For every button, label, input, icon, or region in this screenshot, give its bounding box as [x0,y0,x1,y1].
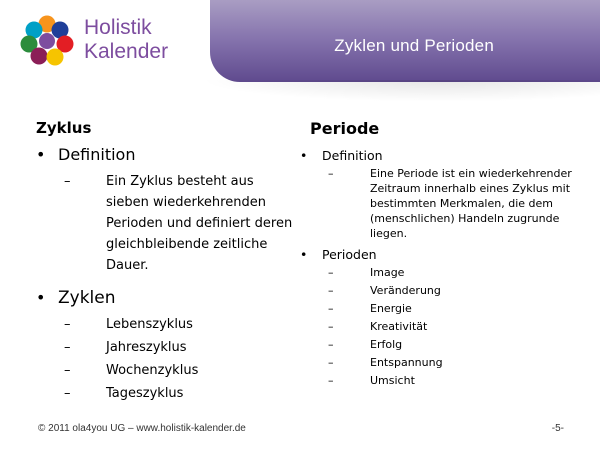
dash: – [64,340,71,355]
zyklen-list [58,314,296,404]
list-item [58,337,296,358]
periode-heading: Periode [310,119,380,138]
dash: – [328,320,334,333]
bullet: • [300,247,308,262]
zyklus-definition-text: Ein Zyklus besteht aus sieben wiederkehrenden Perioden und definiert deren gleichbleibende zeitliche Dauer. [106,174,293,273]
periode-column [300,119,590,392]
periode-item-definition-label: Definition [322,148,383,163]
dash: – [328,302,334,315]
dash: – [328,374,334,387]
zyklus-item-zyklen-label: Zyklen [58,288,116,308]
dash: – [328,338,334,351]
logo-dot-magenta [31,48,48,65]
periode-definition-list [322,166,590,241]
holistik-logo-icon [18,14,80,68]
bullet: • [300,148,308,163]
list-item [322,373,590,388]
list-item [322,283,590,298]
bullet: • [36,288,46,307]
zyklen-label: Wochenzyklus [106,363,199,378]
perioden-label: Veränderung [370,284,441,297]
dash: – [328,356,334,369]
list-item [58,171,296,276]
bullet: • [36,145,46,164]
brand-line-2: Kalender [84,40,169,63]
periode-definition-text: Eine Periode ist ein wiederkehrender Zeitraum innerhalb eines Zyklus mit bestimmten Merkmalen, die dem (menschlichen) Handeln zugrunde liegen. [370,167,572,240]
brand-line-1: Holistik [84,16,152,39]
list-item [322,355,590,370]
zyklen-label: Lebenszyklus [106,317,193,332]
zyklen-label: Tageszyklus [106,386,184,401]
perioden-label: Kreativität [370,320,428,333]
list-item [58,360,296,381]
dash: – [328,284,334,297]
perioden-list [322,265,590,388]
perioden-label: Erfolg [370,338,403,351]
perioden-label: Image [370,266,405,279]
periode-item-definition [300,148,590,241]
zyklus-column [36,119,296,412]
zyklus-item-zyklen [36,288,296,404]
dash: – [328,167,334,180]
perioden-label: Energie [370,302,412,315]
logo-dot-purple [39,33,55,49]
list-item [322,166,590,241]
banner-shadow [200,80,600,102]
perioden-label: Umsicht [370,374,415,387]
footer-copyright: © 2011 ola4you UG – www.holistik-kalender.de [38,423,246,434]
list-item [322,337,590,352]
zyklus-heading: Zyklus [36,119,92,137]
logo-dot-yellow [47,49,64,66]
dash: – [64,174,71,189]
periode-item-perioden-label: Perioden [322,247,377,262]
slide-title: Zyklen und Perioden [334,36,494,55]
list-item [58,314,296,335]
zyklen-label: Jahreszyklus [106,340,187,355]
zyklus-item-definition [36,145,296,276]
list-item [322,265,590,280]
zyklus-definition-list [58,171,296,276]
dash: – [328,266,334,279]
zyklus-item-definition-label: Definition [58,145,136,164]
brand-name [84,16,168,64]
page-number: -5- [551,423,564,434]
dash: – [64,317,71,332]
dash: – [64,363,71,378]
periode-item-perioden [300,247,590,388]
list-item [322,319,590,334]
perioden-label: Entspannung [370,356,443,369]
list-item [58,383,296,404]
dash: – [64,386,71,401]
list-item [322,301,590,316]
